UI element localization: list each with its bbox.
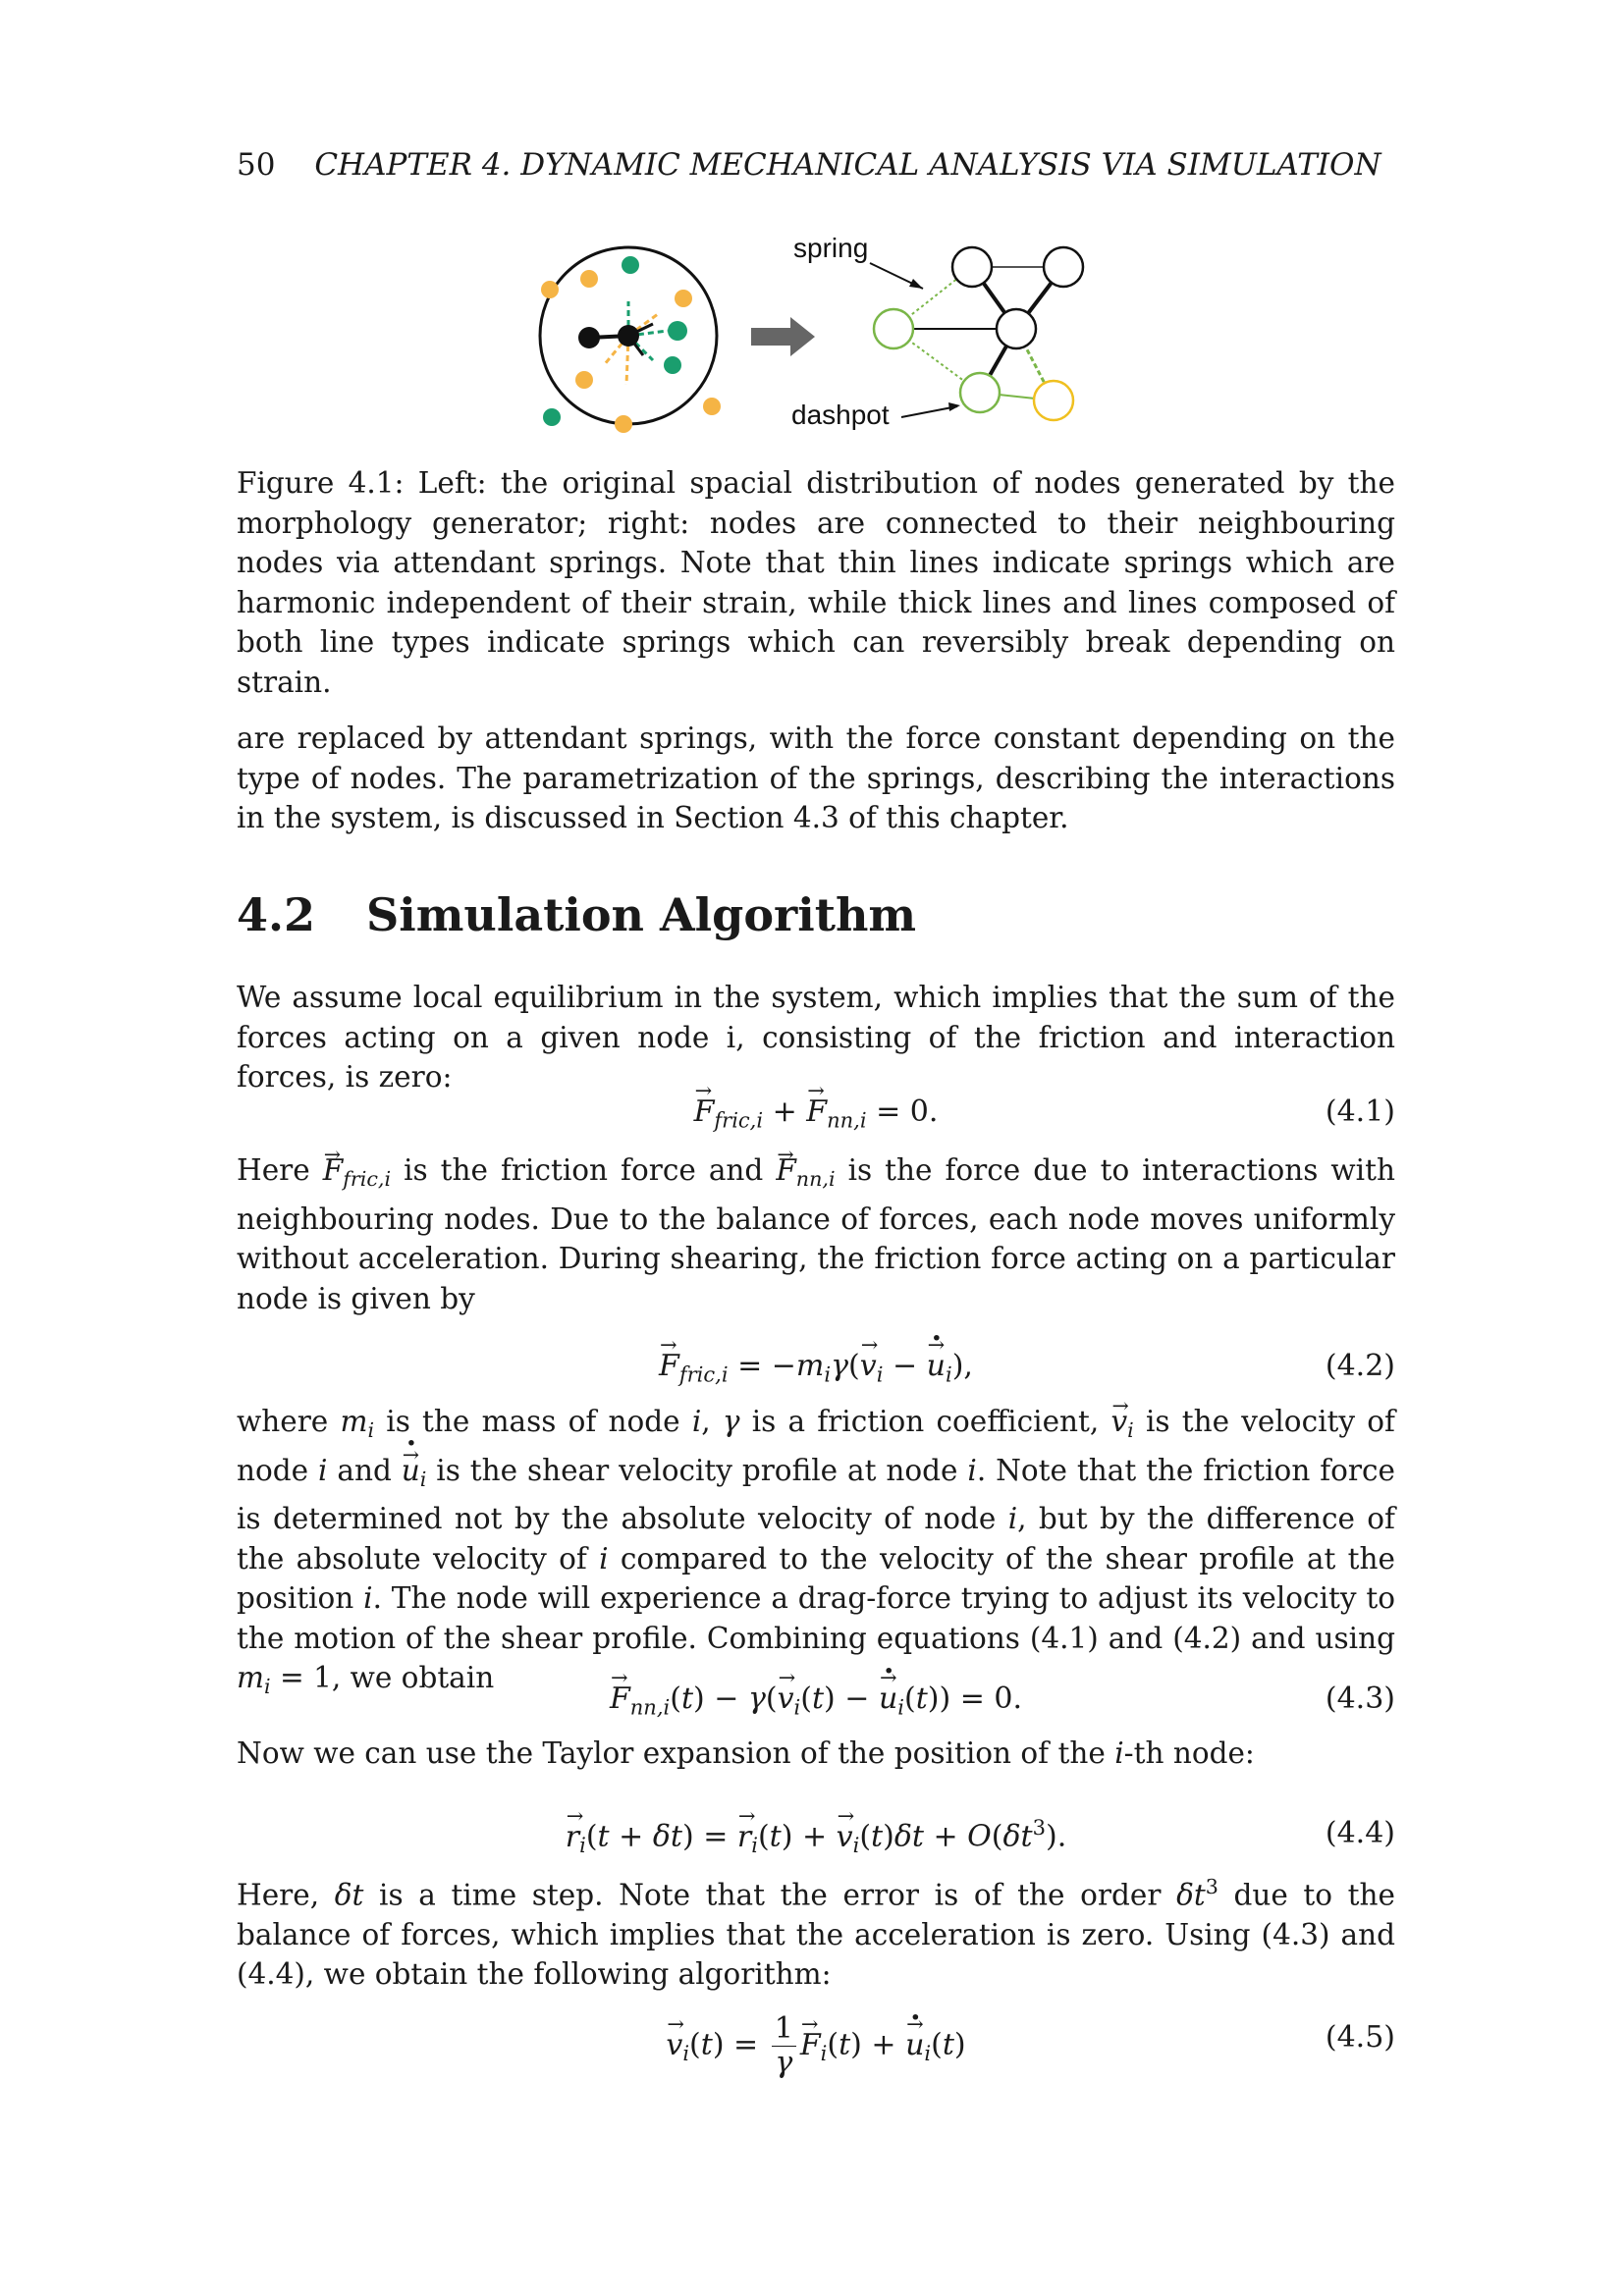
- node-orange: [541, 281, 559, 298]
- figure-caption: Figure 4.1: Left: the original spacial distribution of nodes generated by the morphology generator; right: nodes are connected to their neighbouring nodes via attendant springs. Note that thin lines indicate springs which are harmonic independent of their strain, while thick lines and lines composed of both line types indicate springs which can reversibly break depending on strain.: [237, 466, 1395, 699]
- network-node: [1044, 247, 1083, 287]
- equation-4-5: [237, 2011, 1395, 2099]
- equation-4-3-expression: → $F_{nn,i}(t) - \gamma(\to v_i(t)$ − → $u \cdot_i(t)) = 0$.: [237, 1682, 1395, 1719]
- dashpot-pointer: [901, 406, 957, 417]
- node-orange: [580, 270, 598, 288]
- paragraph-equilibrium: We assume local equilibrium in the system, which implies that the sum of the forces acting on a given node i, consisting of the friction and interaction forces, is zero:: [237, 981, 1395, 1094]
- running-header: [237, 147, 1395, 183]
- network-node: [952, 247, 992, 287]
- paragraph-timestep: Here, δt is a time step. Note that the error is of the order $\delta t^3$ due to the balance of forces, which implies that the acceleration is zero. Using (4.3) and (4.4), we obtain the following algorithm:: [237, 1875, 1395, 1992]
- node-orange: [615, 415, 632, 433]
- chapter-title: CHAPTER 4. DYNAMIC MECHANICAL ANALYSIS VIA SIMULATION: [314, 147, 1381, 183]
- paragraph-taylor: Now we can use the Taylor expansion of the position of the i-th node:: [237, 1736, 1255, 1770]
- node-orange: [703, 398, 721, 415]
- equation-4-3: [237, 1682, 1395, 1725]
- spring-pointer-head: [909, 279, 923, 289]
- dashpot-pointer-head: [948, 402, 960, 411]
- equation-4-5-expression: → $v_i(t)$ = $\frac{1}{\gamma}$ → $F_i(t)$ + → $u \cdot_i(t)$: [237, 2014, 1395, 2078]
- equation-number: (4.2): [1325, 1349, 1395, 1383]
- paragraph-springs: are replaced by attendant springs, with the force constant depending on the type of nodes. The parametrization of the springs, describing the interactions in the system, is discussed in Section 4.3 of this chapter.: [237, 721, 1395, 834]
- transformation-arrow: [751, 317, 815, 356]
- equation-4-2-expression: → $F_{fric,i} = -m_i\gamma(\to v_i$ − → $u \cdot_i$),: [237, 1349, 1395, 1386]
- node-green: [543, 408, 561, 426]
- node-orange: [575, 371, 593, 389]
- node-black: [578, 327, 600, 348]
- equation-4-1: [237, 1095, 1395, 1138]
- equation-number: (4.3): [1325, 1682, 1395, 1716]
- section-heading: [237, 888, 916, 941]
- section-number: 4.2: [237, 888, 316, 941]
- network-node: [997, 309, 1036, 348]
- equation-4-1-expression: → $F_{fric,i}$ + → $F_{nn,i} = 0$.: [237, 1095, 1395, 1132]
- network-node: [960, 373, 1000, 412]
- network-node: [1034, 381, 1073, 420]
- node-green: [664, 356, 681, 374]
- section-title: Simulation Algorithm: [366, 888, 917, 941]
- network-node: [874, 309, 913, 348]
- equation-number: (4.4): [1325, 1816, 1395, 1850]
- figure-4-1: [530, 228, 1100, 439]
- paragraph-where: where $m_i$ is the mass of node i, γ is a friction coefficient, → $v_i$ is the velocity of node i and → $u \cdot_i$ is the shear velocity profile at node i. Note that the friction force is determined not by the absolute velocity of node i, but by the difference of the absolute velocity of i compared to the velocity of the shear profile at the position i. The node will experience a drag-force trying to adjust its velocity to the motion of the shear profile. Combining equations (4.1) and (4.2) and using $m_i = 1$, we obtain: [237, 1402, 1395, 1707]
- equation-number: (4.5): [1325, 2020, 1395, 2055]
- equation-4-2: [237, 1349, 1395, 1392]
- equation-4-4-expression: → $r_i(t + \delta t)$ = → $r_i(t)$ + → $v_i(t)\delta t + O(\delta t^3)$.: [237, 1816, 1395, 1857]
- equation-4-4: [237, 1816, 1395, 1859]
- node-green: [622, 256, 639, 274]
- node-green: [668, 321, 687, 341]
- label-spring: spring: [793, 233, 869, 263]
- node-orange: [675, 290, 692, 307]
- equation-number: (4.1): [1325, 1095, 1395, 1129]
- label-dashpot: dashpot: [791, 400, 890, 430]
- node-center: [618, 325, 639, 347]
- page-number: 50: [237, 147, 276, 183]
- paragraph-friction: Here → $F_{fric,i}$ is the friction force and → $F_{nn,i}$ is the force due to interactions with neighbouring nodes. Due to the balance of forces, each node moves uniformly without acceleration. During shearing, the friction force acting on a particular node is given by: [237, 1150, 1395, 1318]
- figure-4-1-graphic: [530, 228, 1100, 439]
